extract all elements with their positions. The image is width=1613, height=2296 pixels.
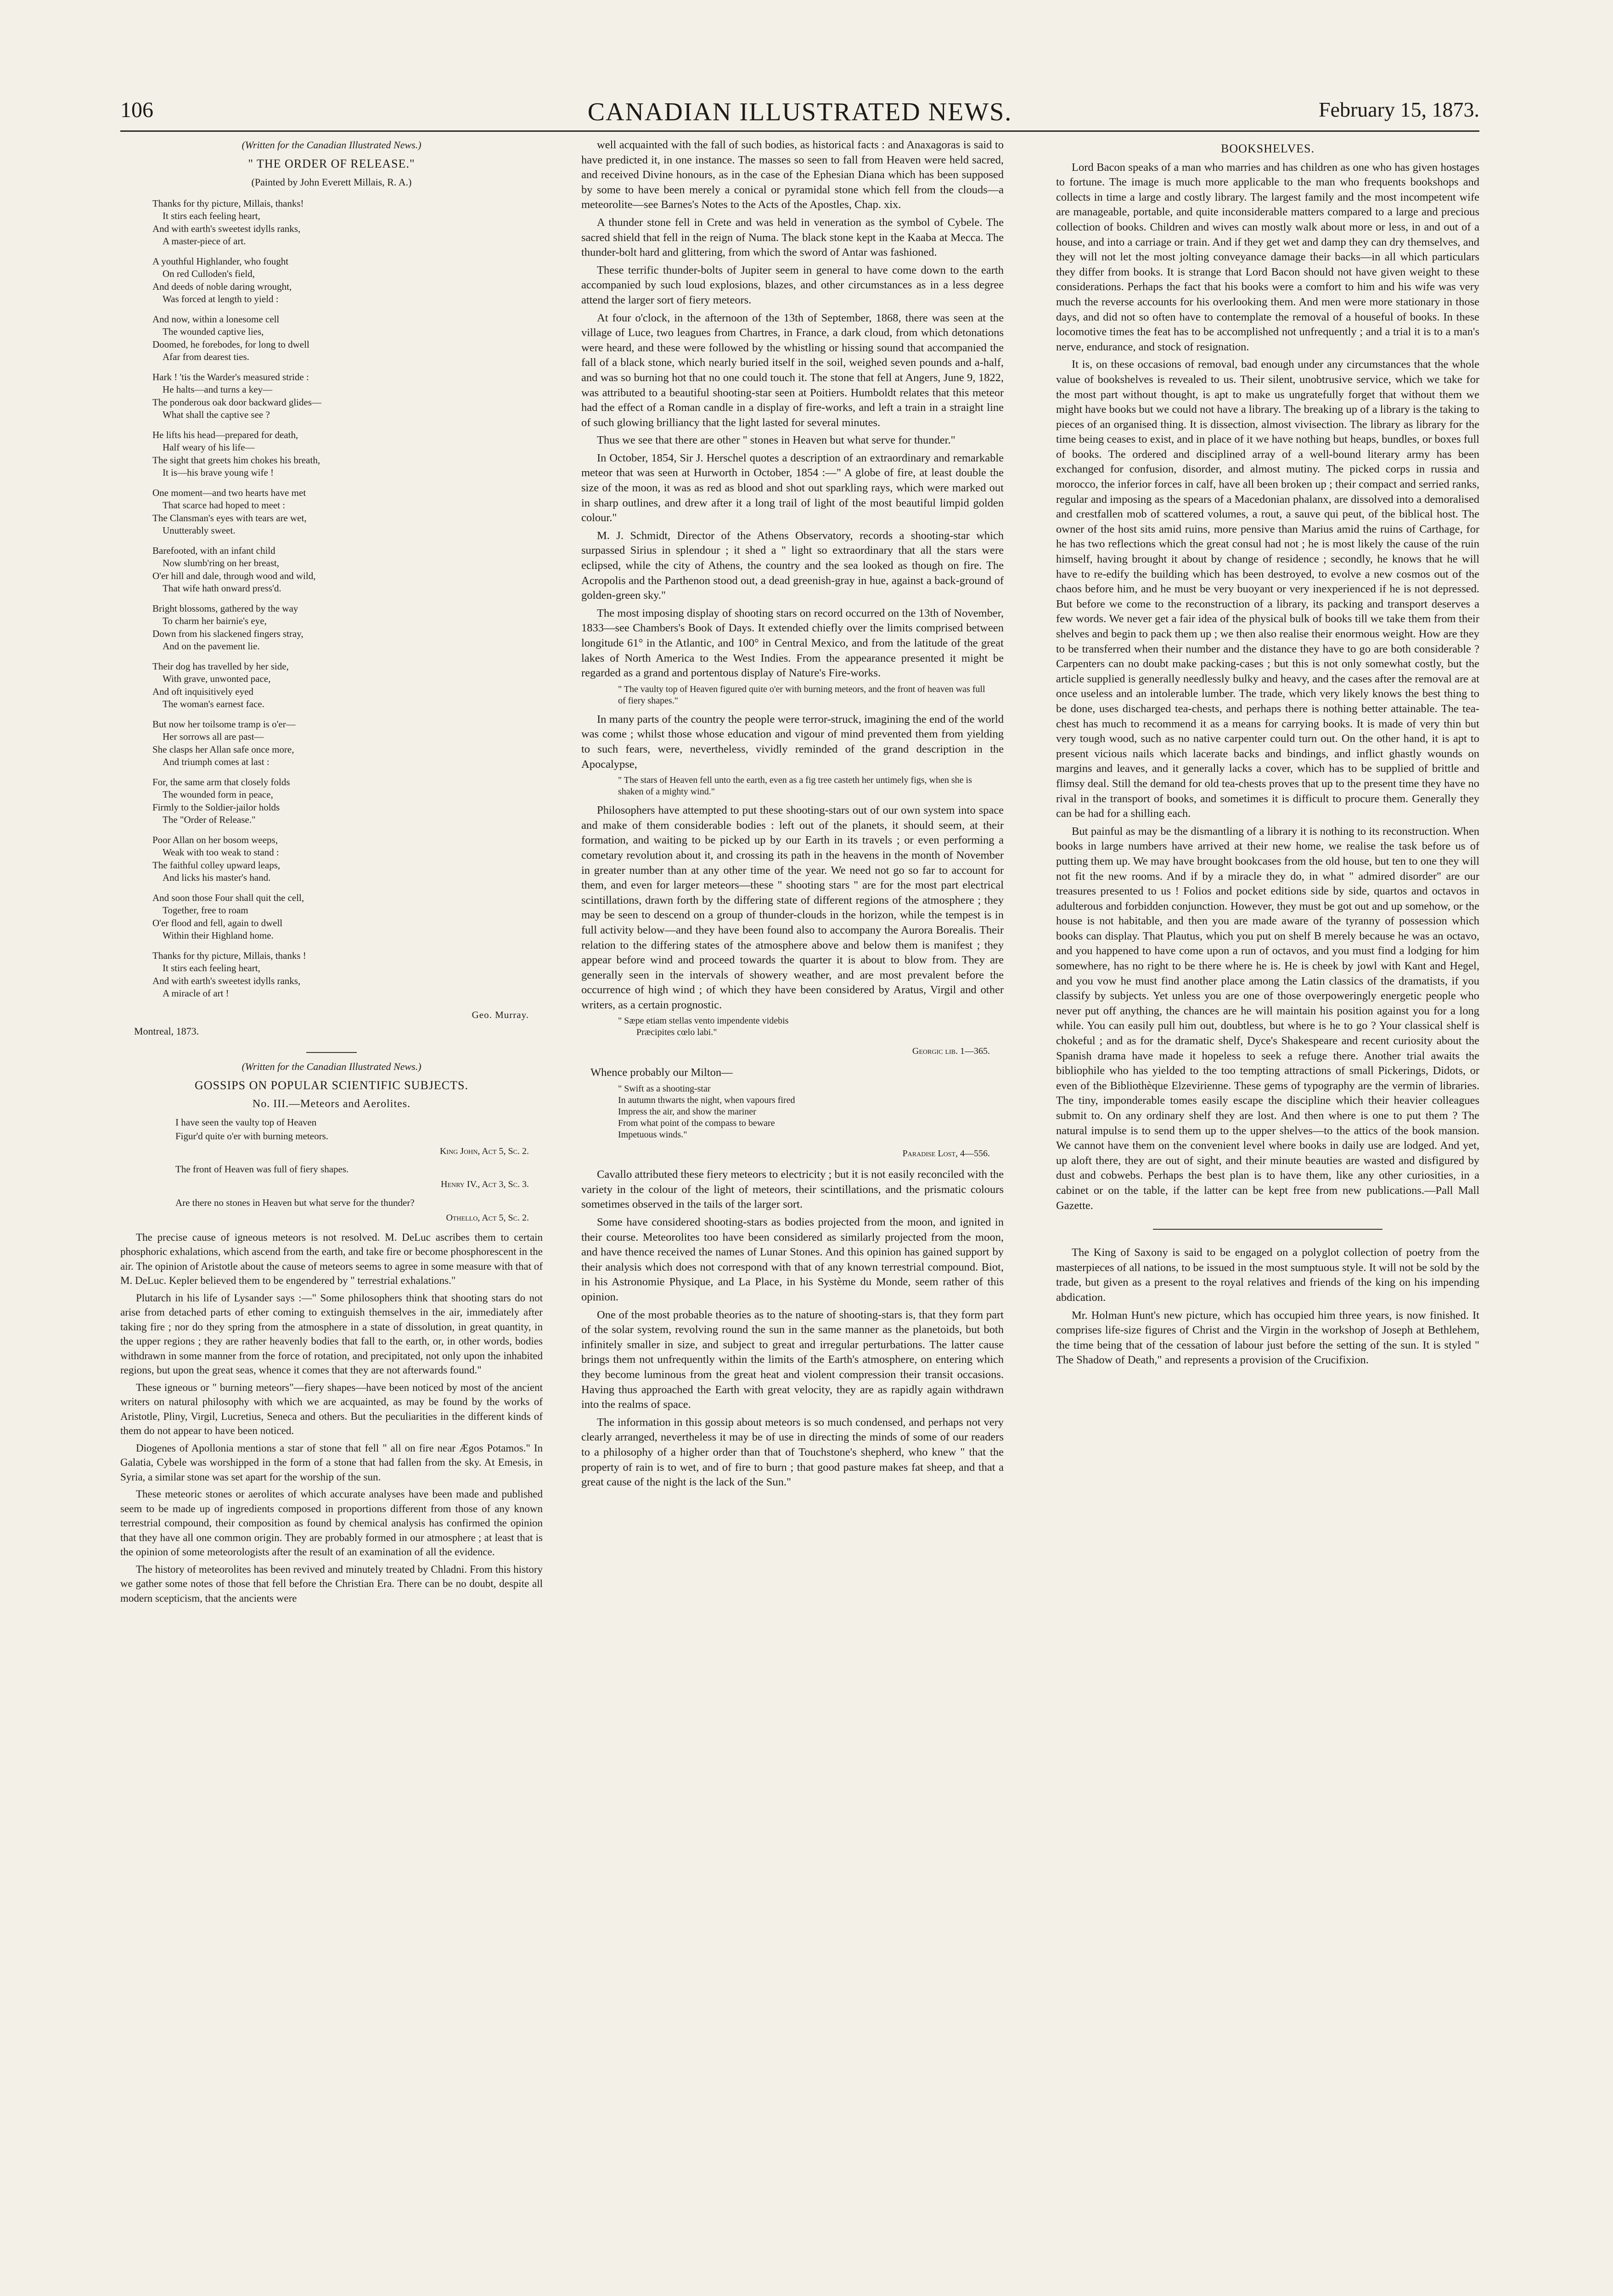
poem-stanza: [152, 718, 543, 769]
epigraph-line: The front of Heaven was full of fiery shapes.: [175, 1164, 349, 1175]
poem-line: A youthful Highlander, who fought: [152, 255, 289, 267]
gossip-col2-text-a: [581, 138, 1004, 681]
paragraph: Mr. Holman Hunt's new picture, which has occupied him three years, is now finished. It comprises life-size figures of Christ and the Virgin in the workshop of Joseph at Bethlehem, the time being that of the cessation of labour just before the setting of the sun. It is styled " The Shadow of Death," and represents a provision of the Crucifixion.: [1056, 1309, 1479, 1367]
poem-line: Down from his slackened fingers stray,: [152, 628, 303, 639]
paragraph: The most imposing display of shooting stars on record occurred on the 13th of November, 1833—see Chambers's Book of Days. It extended chiefly over the limits comprised between longitude 61° in the Atlantic, and 100° in Central Mexico, and from the latitude of the great lakes of North America to the West Indies. From the appearance presented it might be regarded as a grand and portentous display of Nature's Fire-works.: [581, 607, 1004, 680]
poem-stanza: [152, 950, 543, 1000]
gossip-col2-text-d: [581, 1167, 1004, 1490]
poem-stanza: [152, 313, 543, 364]
paragraph: M. J. Schmidt, Director of the Athens Observatory, records a shooting-star which surpassed Sirius in splendour ; it shed a " light so extraordinary that all the stars were eclipsed, while the city of Athens, the country and the sea looked as though on fire. The Acropolis and the Parthenon stood out, a dead greenish-gray in hue, against a back-ground of golden-green sky.": [581, 529, 1004, 602]
poem-line: To charm her bairnie's eye,: [163, 615, 267, 627]
poem-line: And on the pavement lie.: [163, 641, 260, 652]
paragraph: It is, on these occasions of removal, bad enough under any circumstances that the whole value of bookshelves is revealed to us. Their silent, unobtrusive service, which we take for the most part without thought, is apt to make us ungratefully forget that without them we might have books but we could not have a library. The breaking up of a library is the taking to pieces of an organised thing. It is dissection, almost vivisection. The library as library for the time being ceases to exist, and in place of it we have nothing but heaps, bundles, or boxes full of books. The ordered and disciplined array of a well-bound literary army has been exchanged for confusion, disorder, and almost mutiny. The picked corps in russia and morocco, the inferior forces in calf, have all been broken up ; their compact and serried ranks, regular and imposing as the spears of a Macedonian phalanx, are dissolved into a demoralised and crestfallen mob of scattered volumes, a rout, a sauve qui peut, of the biblical host. The owner of the host sits amid ruins, more pensive than Marius amid the ruins of Carthage, for he has two reflections which the great consul had not ; he is most likely the cause of the ruin himself, having brought it about by change of residence ; secondly, he knows that he will have to re-edify the building which has been destroyed, to evolve a new cosmos out of the chaos before him, and he must be very buoyant or very inexperienced if he is not depressed. But before we come to the reconstruction of a library, its packing and transport deserves a few words. We never get a fair idea of the physical bulk of books till we take them from their shelves and begin to pack them up ; we then also realise their enormous weight. How are they to be transferred when their number and the distance they have to go are both considerable ? Carpenters can no doubt make packing-cases ; but this is not only somewhat costly, but the article supplied is generally needlessly bulky and heavy, and the cases after the removal are at once useless and an intolerable lumber. The trade, which very likely knows the best thing to be done, uses discharged tea-chests, and perhaps there is nothing better attainable. The tea-chest has much to recommend it as a means for carrying books. It is made of very thin but very tough wood, such as no native carpenter could turn out. On the other hand, it is apt to present vicious nails which lacerate backs and bindings, and inflict ghastly wounds on margins and leaves, and it generally lacks a cover, which has to be supplied of brittle and flimsy deal. Still the demand for old tea-chests proves that up to the present time they have no rival in the transport of books, and sometimes it is difficult to procure them. Generally they can be had for a shilling each.: [1056, 358, 1479, 820]
paragraph: Plutarch in his life of Lysander says :—" Some philosophers think that shooting stars do not arise from detached parts of ether coming to extinguish themselves in the air, immediately after taking fire ; nor do they spring from the atmosphere in a state of dissolution, in great quantity, in the upper regions ; they are rather heavenly bodies that fall to the earth, or, in other words, bodies withdrawn in some manner from the force of rotation, and precipitated, not only upon the inhabited regions, but upon the great seas, whence it comes that they are not afterwards found.": [120, 1292, 543, 1376]
poem-line: It stirs each feeling heart,: [163, 210, 260, 222]
milton-quote: [618, 1083, 985, 1141]
column-2: [581, 138, 1004, 1493]
milton-line: In autumn thwarts the night, when vapours fired: [618, 1095, 795, 1105]
epigraph-source: Henry IV., Act 3, Sc. 3.: [441, 1179, 529, 1190]
poem-stanzas: [120, 197, 543, 1000]
poem-line: He lifts his head—prepared for death,: [152, 429, 298, 440]
poem-line: O'er hill and dale, through wood and wild,: [152, 570, 316, 581]
poem-line: And with earth's sweetest idylls ranks,: [152, 975, 301, 986]
paragraph: One of the most probable theories as to the nature of shooting-stars is, that they form part of the solar system, revolving round the sun in the same manner as the planetoids, but both infinitely smaller in size, and subject to great and irregular perturbations. The latter cause brings them not unfrequently within the limits of the Earth's atmosphere, on entering which they become luminous from the great heat and violent compression their transit occasions. Having thus approached the Earth with great velocity, they are as rapidly again withdrawn into the realms of space.: [581, 1308, 1004, 1411]
poem-line: Hark ! 'tis the Warder's measured stride :: [152, 371, 309, 383]
newspaper-title: CANADIAN ILLUSTRATED NEWS.: [587, 98, 1012, 126]
poem-line: With grave, unwonted pace,: [163, 673, 271, 685]
poem-line: The sight that greets him chokes his breath,: [152, 454, 320, 466]
bookshelves-title: BOOKSHELVES.: [1221, 142, 1315, 155]
gossip-subtitle: No. III.—Meteors and Aerolites.: [252, 1098, 411, 1110]
epigraph-line: Are there no stones in Heaven but what serve for the thunder?: [175, 1197, 415, 1208]
latin-source: Georgic lib. 1—365.: [912, 1046, 990, 1057]
poem-line: The "Order of Release.": [163, 814, 256, 826]
poem-line: That scarce had hoped to meet :: [163, 500, 286, 511]
poem-painter: (Painted by John Everett Millais, R. A.): [251, 176, 412, 188]
latin-line: " Sæpe etiam stellas vento impendente videbis: [618, 1016, 789, 1026]
poem-line: Bright blossoms, gathered by the way: [152, 602, 298, 614]
paragraph: The history of meteorolites has been revived and minutely treated by Chladni. From this history we gather some notes of those that fell before the Christian Era. There can be no doubt, despite all modern scepticism, that the ancients were: [120, 1563, 543, 1604]
poem-line: That wife hath onward press'd.: [163, 583, 281, 594]
poem-line: The wounded form in peace,: [163, 789, 273, 800]
epigraph-line: I have seen the vaulty top of Heaven: [175, 1116, 317, 1128]
poem-stanza: [152, 255, 543, 306]
poem-line: And licks his master's hand.: [163, 872, 271, 884]
poem-line: And oft inquisitively eyed: [152, 686, 253, 697]
quote-vaulty-top: " The vaulty top of Heaven figured quite o'er with burning meteors, and the front of heaven was full of fiery shapes.": [618, 684, 985, 706]
paragraph: A thunder stone fell in Crete and was held in veneration as the symbol of Cybele. The sacred shield that fell in the reign of Numa. The black stone kept in the Kaaba at Mecca. The thunder-bolt hard and glittering, from which the sword of Antar was fashioned.: [581, 216, 1004, 259]
gossip-col1-text: [120, 1230, 543, 1606]
section-divider: [306, 1052, 357, 1053]
gossip-title: GOSSIPS ON POPULAR SCIENTIFIC SUBJECTS.: [195, 1078, 468, 1092]
poem-line: One moment—and two hearts have met: [152, 487, 306, 498]
poem-line: The Clansman's eyes with tears are wet,: [152, 512, 307, 523]
poem-line: Doomed, he forebodes, for long to dwell: [152, 338, 309, 350]
poem-line: But now her toilsome tramp is o'er—: [152, 718, 296, 730]
paragraph: These meteoric stones or aerolites of which accurate analyses have been made and published seem to be made up of ingredients composed in proportions different from those of any known terrestrial compound, their composition as found by chemical analysis has confirmed the opinion that they have all one common origin. They are probably formed in our atmosphere ; at least that is the opinion of some meteorologists after the result of an examination of all the evidence.: [120, 1488, 543, 1558]
poem-line: Her sorrows all are past—: [163, 731, 264, 743]
paragraph: But painful as may be the dismantling of a library it is nothing to its reconstruction. When books in large numbers have arrived at their new home, we realise the task before us of putting them up. We may have brought bookcases from the old house, but ten to one they will not fit the new rooms. And if by a miracle they do, in what " admired disorder" are our treasures presented to us ! Folios and pocket editions side by side, quartos and octavos in adulterous and forbidden conjunction. However, they must be got out and up somehow, or the house is not habitable, and then you are made aware of the tyranny of possession which books can display. That Plautus, which you put on shelf B merely because he was an octavo, and you happened to have come upon a run of octavos, and you must find a lodging for him somewhere, has no right to be there where he is. He is cheek by jowl with Kant and Hegel, and you vow he must find another place among the Latin classics of the dramatists, if you classify by subjects. Yet unless you are one of those overpoweringly energetic people who never put off anything, the chances are he will maintain his position against you for a long while. You can easily pull him out, doubtless, but where is he to go ? Your classical shelf is chokeful ; and as for the dramatic shelf, Dyce's Shakespeare and recent curiosity about the Spanish drama have made it hopeless to seek a refuge there. Another trial awaits the bibliophile who has yielded to the too tempting attractions of small Pickerings, Didots, or even of the Bibliothèque Elzevirienne. These gems of typography are the vermin of libraries. The tiny, imponderable tomes easily escape the discipline which their heavier colleagues submit to. On any ordinary shelf they are lost. And then where is one to put them ? The natural impulse is to send them up to the upper shelves—to the attics of the book mansion. We cannot have them on the convenient level where books in daily use are lodged. And yet, up aloft there, they are out of sight, and their minute beauties are wasted and disfigured by dust and cobwebs. Perhaps the best plan is to have them, like any other curiosities, in a cabinet or on the table, if the latter can be kept free from new publications.—Pall Mall Gazette.: [1056, 825, 1479, 1212]
poem-line: Half weary of his life—: [163, 442, 255, 453]
poem-line: And deeds of noble daring wrought,: [152, 281, 292, 292]
poem-stanza: [152, 892, 543, 942]
poem-line: Afar from dearest ties.: [163, 351, 249, 363]
milton-line: " Swift as a shooting-star: [618, 1083, 711, 1094]
milton-line: Impress the air, and show the mariner: [618, 1106, 756, 1117]
poem-line: And now, within a lonesome cell: [152, 313, 280, 325]
paragraph: The precise cause of igneous meteors is not resolved. M. DeLuc ascribes them to certain phosphoric exhalations, which ascend from the earth, and take fire or become phosphorescent in the air. The opinion of Aristotle about the cause of meteors seems to agree in some measure with that of M. DeLuc. Kepler believed them to be engendered by " terrestrial exhalations.": [120, 1231, 543, 1287]
paragraph: The information in this gossip about meteors is so much condensed, and perhaps not very clearly arranged, nevertheless it may be of use in directing the minds of some of our readers to a philosophy of a higher order than that of Touchstone's shepherd, who knew " that the property of rain is to wet, and of fire to burn ; that good pasture makes fat sheep, and that a great cause of the night is the lack of the Sun.": [581, 1416, 1004, 1489]
poem-line: What shall the captive see ?: [163, 409, 270, 421]
poem-line: Weak with too weak to stand :: [163, 847, 279, 858]
paragraph: At four o'clock, in the afternoon of the 13th of September, 1868, there was seen at the village of Luce, two leagues from Chartres, in France, a dark cloud, from which detonations were heard, and these were followed by the whistling or hissing sound that accompanied the fall of a black stone, which nearly buried itself in the soil, weighed seven pounds and a-half, and was so burning hot that no one could touch it. The stone that fell at Angers, June 9, 1822, was attributed to a beautiful shooting-star seen at Poitiers. Humboldt relates that this meteor had the effect of a Roman candle in a display of fire-works, and left a train in a straight line of such glowing brilliancy that the light lasted for several minutes.: [581, 311, 1004, 429]
poem-line: The faithful colley upward leaps,: [152, 859, 281, 871]
paragraph: Thus we see that there are other " stones in Heaven but what serve for thunder.": [597, 434, 955, 447]
gossip-epigraphs: [120, 1116, 543, 1226]
quote-apocalypse: " The stars of Heaven fell unto the earth, even as a fig tree casteth her untimely figs, when she is shaken of a mighty wind.": [618, 775, 972, 797]
poem-stanza: [152, 487, 543, 537]
poem-line: Was forced at length to yield :: [163, 293, 279, 305]
poem-line: O'er flood and fell, again to dwell: [152, 917, 283, 929]
paragraph: These igneous or " burning meteors"—fiery shapes—have been noticed by most of the ancient writers on natural philosophy with which we are acquainted, as may be found by the works of Aristotle, Pliny, Virgil, Lucretius, Seneca and others. But the peculiarities in the different kinds of them do not appear to have been noticed.: [120, 1381, 543, 1437]
paragraph: Cavallo attributed these fiery meteors to electricity ; but it is not easily reconciled with the variety in the colour of the light of meteors, their scintillations, and the prismatic colours sometimes observed in the tails of the larger sort.: [581, 1168, 1004, 1211]
paragraph: In October, 1854, Sir J. Herschel quotes a description of an extraordinary and remarkable meteor that was seen at Hurworth in October, 1854 :—" A globe of fire, at least double the size of the moon, it was as red as blood and shot out sparkling rays, which were marked out in sharp outlines, and drew after it a long trail of light of the most beautiful limpid golden colour.": [581, 451, 1004, 524]
milton-line: From what point of the compass to beware: [618, 1118, 775, 1128]
poem-line: Thanks for thy picture, Millais, thanks!: [152, 197, 304, 209]
poem-stanza: [152, 197, 543, 248]
poem-line: A miracle of art !: [163, 988, 229, 999]
paragraph: Philosophers have attempted to put these shooting-stars out of our own system into space and make of them considerable bodies : left out of the planets, it should seem, at their formation, and waiting to be picked up by our Earth in its travels ; or even performing a cometary revolution about it, and crossing its path in the heavens in the month of November in greater number than at any other time of the year. We need not go so far to account for them, and even for larger meteors—these " shooting stars " are for the most part electrical scintillations, drawn forth by the differing state of different regions of the atmosphere ; they may be seen to descend on a group of thunder-clouds in the horizon, while the tempest is in full activity below—and they have been found also to accompany the Aurora Borealis. Their relation to the differing states of the atmosphere above and below them is manifest ; they appear before wind and proceed towards the quarter it is about to blow from. They are generally seen in the intervals of showery weather, and are most prevalent before the occurrence of high wind ; of which they have been considered by Aratus, Virgil and other writers, as a certain prognostic.: [581, 804, 1004, 1011]
paragraph: In many parts of the country the people were terror-struck, imagining the end of the world was come ; whilst those whose education and vigour of mind prevented them from yielding to such fears, were, nevertheless, vividly reminded of the grand description in the Apocalypse,: [581, 713, 1004, 771]
poem-line: The wounded captive lies,: [163, 326, 264, 338]
paragraph: Lord Bacon speaks of a man who marries and has children as one who has given hostages to fortune. The image is much more applicable to the man who frequents bookshops and collects in time a large and costly library. The largest family and the most incompetent wife are manageable, portable, and quite inconsiderable matters compared to a large and precious collection of books. Children and wives can mostly walk about more or less, in and out of a house, and into a carriage or train. And if they get wet and damp they can dry themselves, and they will not let the most jolting conveyance damage their backs—in all which particulars they differ from books. It is strange that Lord Bacon should not have given weight to these considerations. Perhaps the fact that his books were a comfort to him and his wife was very much the reverse accounts for his overlooking them. And men were more stationary in those days, and did not so often have to contemplate the removal of a houseful of books. In these locomotive times the feat has to be accomplished not unfrequently ; and a trial it is to a man's nerve, endurance, and stock of resignation.: [1056, 161, 1479, 353]
poem-stanza: [152, 545, 543, 595]
poem-line: It is—his brave young wife !: [163, 467, 274, 478]
epigraph-source: Othello, Act 5, Sc. 2.: [446, 1212, 529, 1223]
masthead: [120, 97, 1479, 129]
paragraph: The King of Saxony is said to be engaged on a polyglot collection of poetry from the masterpieces of all nations, to be issued in the most sumptuous style. It will not be sold by the trade, but given as a present to the royal relatives and friends of the king on his impending abdication.: [1056, 1246, 1479, 1304]
latin-quote: [618, 1015, 985, 1038]
epigraph-line: Figur'd quite o'er with burning meteors.: [175, 1130, 329, 1142]
poem-line: Poor Allan on her bosom weeps,: [152, 834, 278, 845]
poem-line: On red Culloden's field,: [163, 268, 255, 280]
poem-line: She clasps her Allan safe once more,: [152, 743, 294, 755]
poem-line: Their dog has travelled by her side,: [152, 660, 289, 672]
latin-line: Præcipites cœlo labi.": [636, 1027, 717, 1038]
poem-stanza: [152, 660, 543, 711]
poem-line: Within their Highland home.: [163, 930, 274, 941]
poem-line: The woman's earnest face.: [163, 698, 264, 710]
bookshelves-text: [1056, 160, 1479, 1214]
poem-line: Unutterably sweet.: [163, 525, 236, 536]
poem-line: Thanks for thy picture, Millais, thanks !: [152, 950, 306, 961]
poem-place: Montreal, 1873.: [134, 1025, 199, 1037]
milton-line: Impetuous winds.": [618, 1129, 687, 1140]
poem-line: A master-piece of art.: [163, 236, 246, 247]
gossip-col2-text-c: [581, 803, 1004, 1013]
page-number: 106: [120, 98, 153, 122]
poem-line: It stirs each feeling heart,: [163, 962, 260, 974]
epigraph-source: King John, Act 5, Sc. 2.: [439, 1146, 529, 1156]
masthead-rule: [120, 130, 1479, 132]
gossip-credit: (Written for the Canadian Illustrated News.): [242, 1060, 422, 1072]
poem-stanza: [152, 371, 543, 422]
issue-date: February 15, 1873.: [1318, 98, 1479, 121]
milton-intro: Whence probably our Milton—: [590, 1066, 733, 1079]
column-1: [120, 138, 543, 1608]
poem-line: And soon those Four shall quit the cell,: [152, 892, 304, 903]
poem-line: For, the same arm that closely folds: [152, 776, 290, 788]
paragraph: well acquainted with the fall of such bodies, as historical facts : and Anaxagoras is said to have predicted it, in one instance. The masses so seen to fall from Heaven were held sacred, and received Divine honours, as in the case of the Ephesian Diana which has been supposed by some to have been merely a conical or pyramidal stone which fell from the clouds—a meteorolite—see Barnes's Notes to the Acts of the Apostles, Chap. xix.: [581, 139, 1004, 211]
poem-credit: (Written for the Canadian Illustrated News.): [242, 139, 422, 151]
poem-stanza: [152, 602, 543, 653]
poem-line: And with earth's sweetest idylls ranks,: [152, 223, 301, 234]
poem-line: Barefooted, with an infant child: [152, 545, 275, 556]
poem-stanza: [152, 429, 543, 479]
paragraph: These terrific thunder-bolts of Jupiter seem in general to have come down to the earth accompanied by such loud explosions, blazes, and other circumstances as in a less degree attend the larger sort of fiery meteors.: [581, 264, 1004, 306]
section-divider: [1153, 1229, 1383, 1230]
gossip-col2-text-b: [581, 712, 1004, 772]
poem-line: And triumph comes at last :: [163, 756, 270, 768]
poem-line: Now slumb'ring on her breast,: [163, 557, 279, 569]
poem-signature: Geo. Murray.: [472, 1009, 529, 1020]
poem-line: Together, free to roam: [163, 905, 248, 916]
paragraph: Diogenes of Apollonia mentions a star of stone that fell " all on fire near Ægos Potamos." In Galatia, Cybele was worshipped in the form of a stone that had fallen from the sky. At Emesis, in Syria, a similar stone was set apart for the worship of the sun.: [120, 1442, 543, 1483]
poem-line: The ponderous oak door backward glides—: [152, 396, 321, 408]
poem-stanza: [152, 834, 543, 884]
paragraph: Some have considered shooting-stars as bodies projected from the moon, and ignited in their course. Meteorolites too have been considered as similarly projected from the moon, and have thence received the names of Lunar Stones. And this opinion has gained support by their analysis which does not correspond with that of any known terrestrial compound. Biot, in his Astronomie Physique, and La Place, in his Système du Monde, seem rather of this opinion.: [581, 1216, 1004, 1303]
column-3: [1056, 138, 1479, 1371]
poem-line: Firmly to the Soldier-jailor holds: [152, 801, 280, 813]
milton-source: Paradise Lost, 4—556.: [902, 1148, 990, 1159]
poem-line: He halts—and turns a key—: [163, 384, 273, 395]
news-notes: [1056, 1245, 1479, 1368]
poem-title: " THE ORDER OF RELEASE.": [248, 157, 415, 170]
poem-stanza: [152, 776, 543, 827]
